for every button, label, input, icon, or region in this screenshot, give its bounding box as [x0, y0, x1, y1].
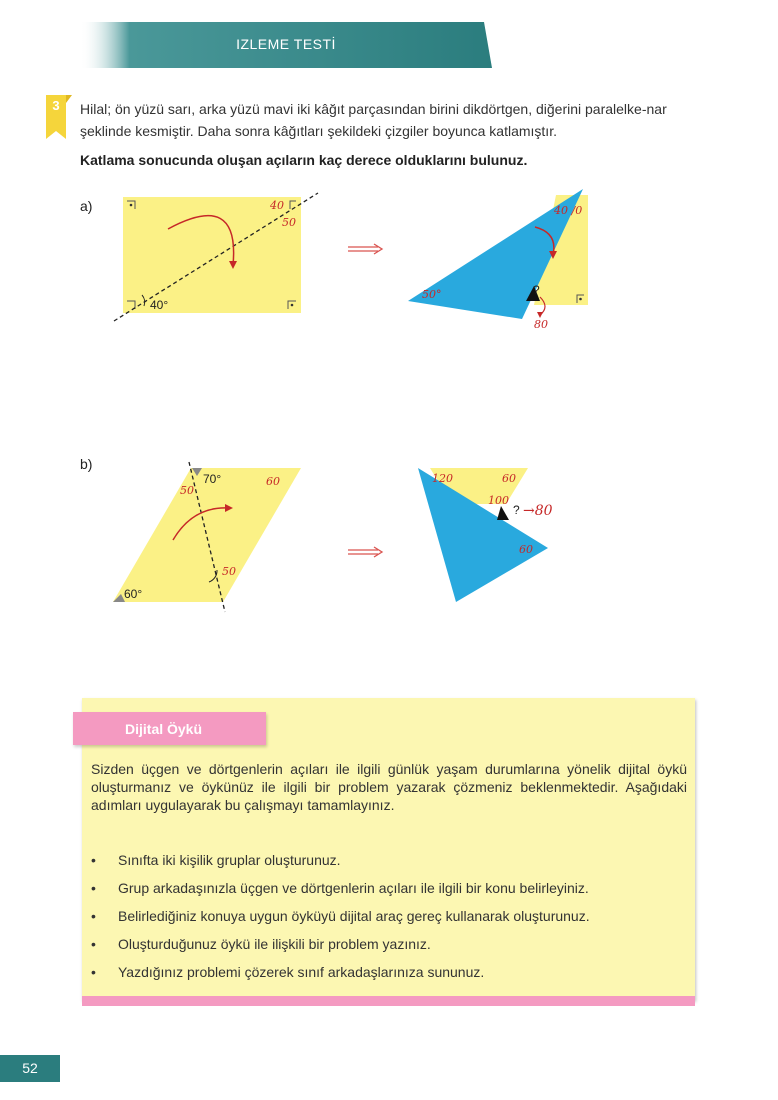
part-b-label: b)	[80, 456, 93, 472]
list-item: • Sınıfta iki kişilik gruplar oluşturunuz.	[91, 852, 341, 868]
right-arrow-icon	[348, 545, 384, 559]
unknown-angle-label: ?	[513, 503, 520, 517]
header-banner	[80, 22, 492, 68]
handwritten-60-top: 60	[266, 475, 280, 488]
question-number-marker	[46, 95, 72, 139]
page-number-badge	[0, 1055, 60, 1082]
angle-60-label: 60°	[124, 587, 143, 601]
right-arrow-icon	[348, 242, 384, 256]
handwritten-80: 80	[534, 318, 548, 331]
question-text: Hilal; ön yüzü sarı, arka yüzü mavi iki kâğıt parçasından birini dikdörtgen, diğerini paralelke-nar şeklinde kesmiştir. Daha sonra kâğıtları şekildeki çizgiler boyunca katlamıştır.	[80, 101, 667, 139]
handwritten-60-folded: 60	[502, 472, 516, 485]
yellow-parallelogram	[113, 468, 301, 602]
dijital-oyku-intro: Sizden üçgen ve dörtgenlerin açıları ile ilgili günlük yaşam durumlarına yönelik dijital öykü oluşturmanız ve öykünüz ile ilgili bir problem yazarak çözmeniz beklenmektedir. Aşağıdaki adımları uygulayarak bu çalışmayı tamamlayınız.	[91, 761, 687, 813]
list-item: • Yazdığınız problemi çözerek sınıf arkadaşlarınıza sununuz.	[91, 964, 485, 980]
list-item: • Oluşturduğunuz öykü ile ilişkili bir problem yazınız.	[91, 936, 431, 952]
angle-40-label: 40°	[150, 298, 169, 312]
handwritten-50-top: 50	[180, 484, 194, 497]
handwritten-40-10: 40 /0	[554, 204, 583, 217]
dijital-oyku-tab	[73, 712, 266, 745]
handwritten-100: 100	[488, 494, 509, 507]
bullet-icon: •	[91, 936, 96, 952]
handwritten-answer-80: →80	[523, 503, 553, 519]
bullet-icon: •	[91, 908, 96, 924]
handwritten-50-lower: 50	[222, 565, 236, 578]
bullet-icon: •	[91, 880, 96, 896]
unknown-angle-marker	[497, 506, 509, 520]
list-item: • Belirlediğiniz konuya uygun öyküyü dijital araç gereç kullanarak oluşturunuz.	[91, 908, 590, 924]
bullet-icon: •	[91, 852, 96, 868]
handwritten-60-lower: 60	[519, 543, 533, 556]
dijital-oyku-steps	[91, 850, 691, 990]
handwritten-120: 120	[432, 472, 453, 485]
handwritten-40: 40	[270, 199, 284, 212]
dijital-oyku-title: Dijital Öykü	[125, 721, 203, 737]
list-item: • Grup arkadaşınızla üçgen ve dörtgenlerin açıları ile ilgili bir konu belirleyiniz.	[91, 880, 589, 896]
page-title: IZLEME TESTİ	[236, 36, 336, 52]
handwritten-50-degree: 50°	[422, 288, 442, 301]
yellow-rectangle	[123, 197, 301, 313]
angle-70-label: 70°	[203, 472, 222, 486]
dijital-oyku-bottom-bar	[82, 996, 695, 1006]
question-instruction: Katlama sonucunda oluşan açıların kaç derece olduklarını bulunuz.	[80, 152, 528, 168]
bullet-icon: •	[91, 964, 96, 980]
part-a-rectangle-figure	[100, 185, 330, 325]
handwritten-50: 50	[282, 216, 296, 229]
page-number: 52	[22, 1060, 38, 1076]
part-a-label: a)	[80, 198, 93, 214]
question-number: 3	[52, 98, 60, 113]
unknown-angle-label: ?	[533, 283, 540, 297]
